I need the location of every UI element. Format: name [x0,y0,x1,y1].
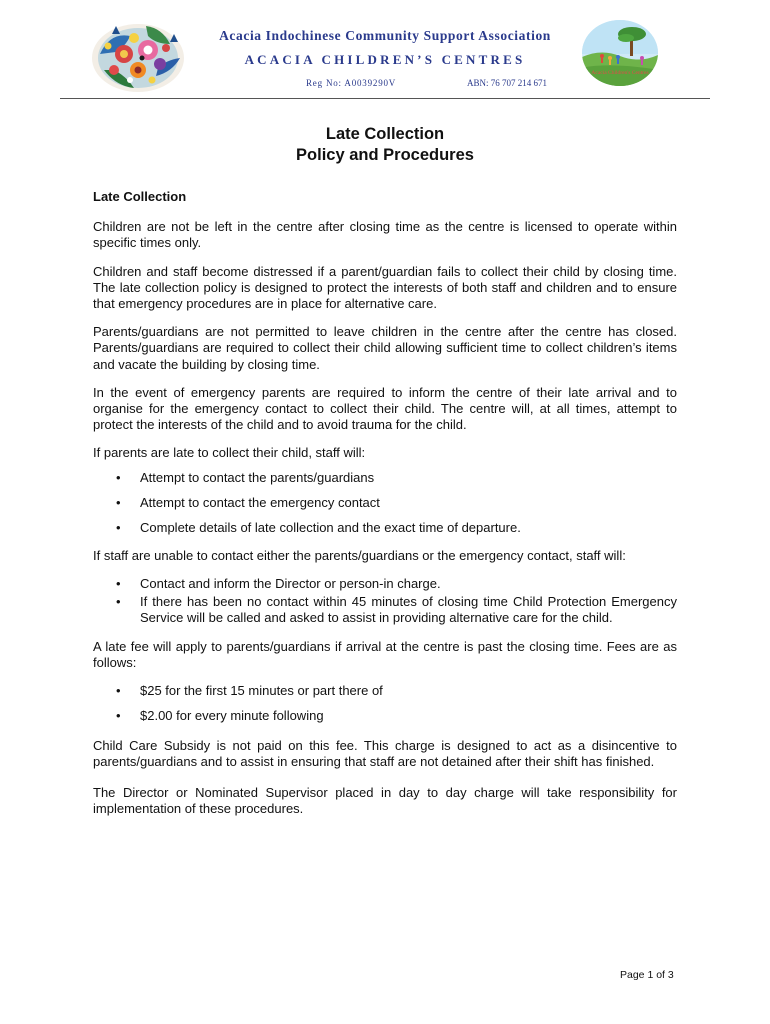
list-item: • $2.00 for every minute following [116,708,324,724]
paragraph-responsibility: The Director or Nominated Supervisor placed in day to day charge will take responsibility for implementation of these procedures. [93,784,677,816]
document-title [0,124,770,166]
title-line-2: Policy and Procedures [296,146,474,164]
paragraph-late-parents-intro: If parents are late to collect their child, staff will: [93,445,366,461]
list-item: • Complete details of late collection and the exact time of departure. [116,519,521,535]
paragraph-subsidy: Child Care Subsidy is not paid on this fee. This charge is designed to act as a disincentive to parents/guardians and to assist in ensuring that staff are not detained after their shift has finished. [93,738,677,770]
bullet-icon: • [116,494,121,510]
bullet-icon: • [116,576,121,592]
paragraph-no-contact-intro: If staff are unable to contact either the parents/guardians or the emergency contact, staff will: [93,547,626,563]
paragraph-licensed-times: Children are not be left in the centre after closing time as the centre is licensed to operate within specific times only. [93,219,677,251]
section-heading: Late Collection [93,189,187,204]
registration-number: Reg No: A0039290V [306,78,397,88]
list-item: • If there has been no contact within 45 minutes of closing time Child Protection Emergency Service will be called and asked to assist in providing alternative care for the child. [116,594,677,626]
paragraph-distress: Children and staff become distressed if a parent/guardian fails to collect their child by closing time. The late collection policy is designed to protect the interests of both staff and children and to ensure that emergency procedures are in place for alternative care. [93,263,677,312]
letterhead-divider [60,98,710,99]
centres-name: ACACIA CHILDREN’S CENTRES [244,52,526,67]
title-line-1: Late Collection [325,125,445,143]
paragraph-late-fee: A late fee will apply to parents/guardians if arrival at the centre is past the closing time. Fees are as follows: [93,638,677,670]
list-item: • Attempt to contact the emergency contact [116,494,380,510]
right-logo-caption: Acacia Children's Centres [591,70,649,76]
fees-list [93,683,677,724]
bullet-icon: • [116,708,121,724]
childrens-centre-logo [580,18,660,88]
list-item: • $25 for the first 15 minutes or part there of [116,683,383,699]
abn-number: ABN: 76 707 214 671 [467,78,548,88]
bullet-icon: • [116,519,121,535]
bullet-icon: • [116,683,121,699]
bullet-icon: • [116,594,121,610]
list-item: • Attempt to contact the parents/guardians [116,469,375,485]
late-parents-list [93,470,677,536]
bullet-icon: • [116,469,121,485]
list-item: • Contact and inform the Director or person-in charge. [116,576,441,592]
page-number: Page 1 of 3 [620,969,674,981]
no-contact-list [93,576,677,627]
organisation-name: Acacia Indochinese Community Support Association [219,28,551,43]
document-body [93,189,677,829]
paragraph-emergency: In the event of emergency parents are required to inform the centre of their late arrival and to organise for the emergency contact to collect their child. The centre will, at all times, attempt to protect the interests of the child and to avoid trauma for the child. [93,384,677,433]
paragraph-not-permitted: Parents/guardians are not permitted to leave children in the centre after the centre has closed. Parents/guardians are required to collect their child allowing sufficient time to collect children’s items and vacate the building by closing time. [93,324,677,372]
